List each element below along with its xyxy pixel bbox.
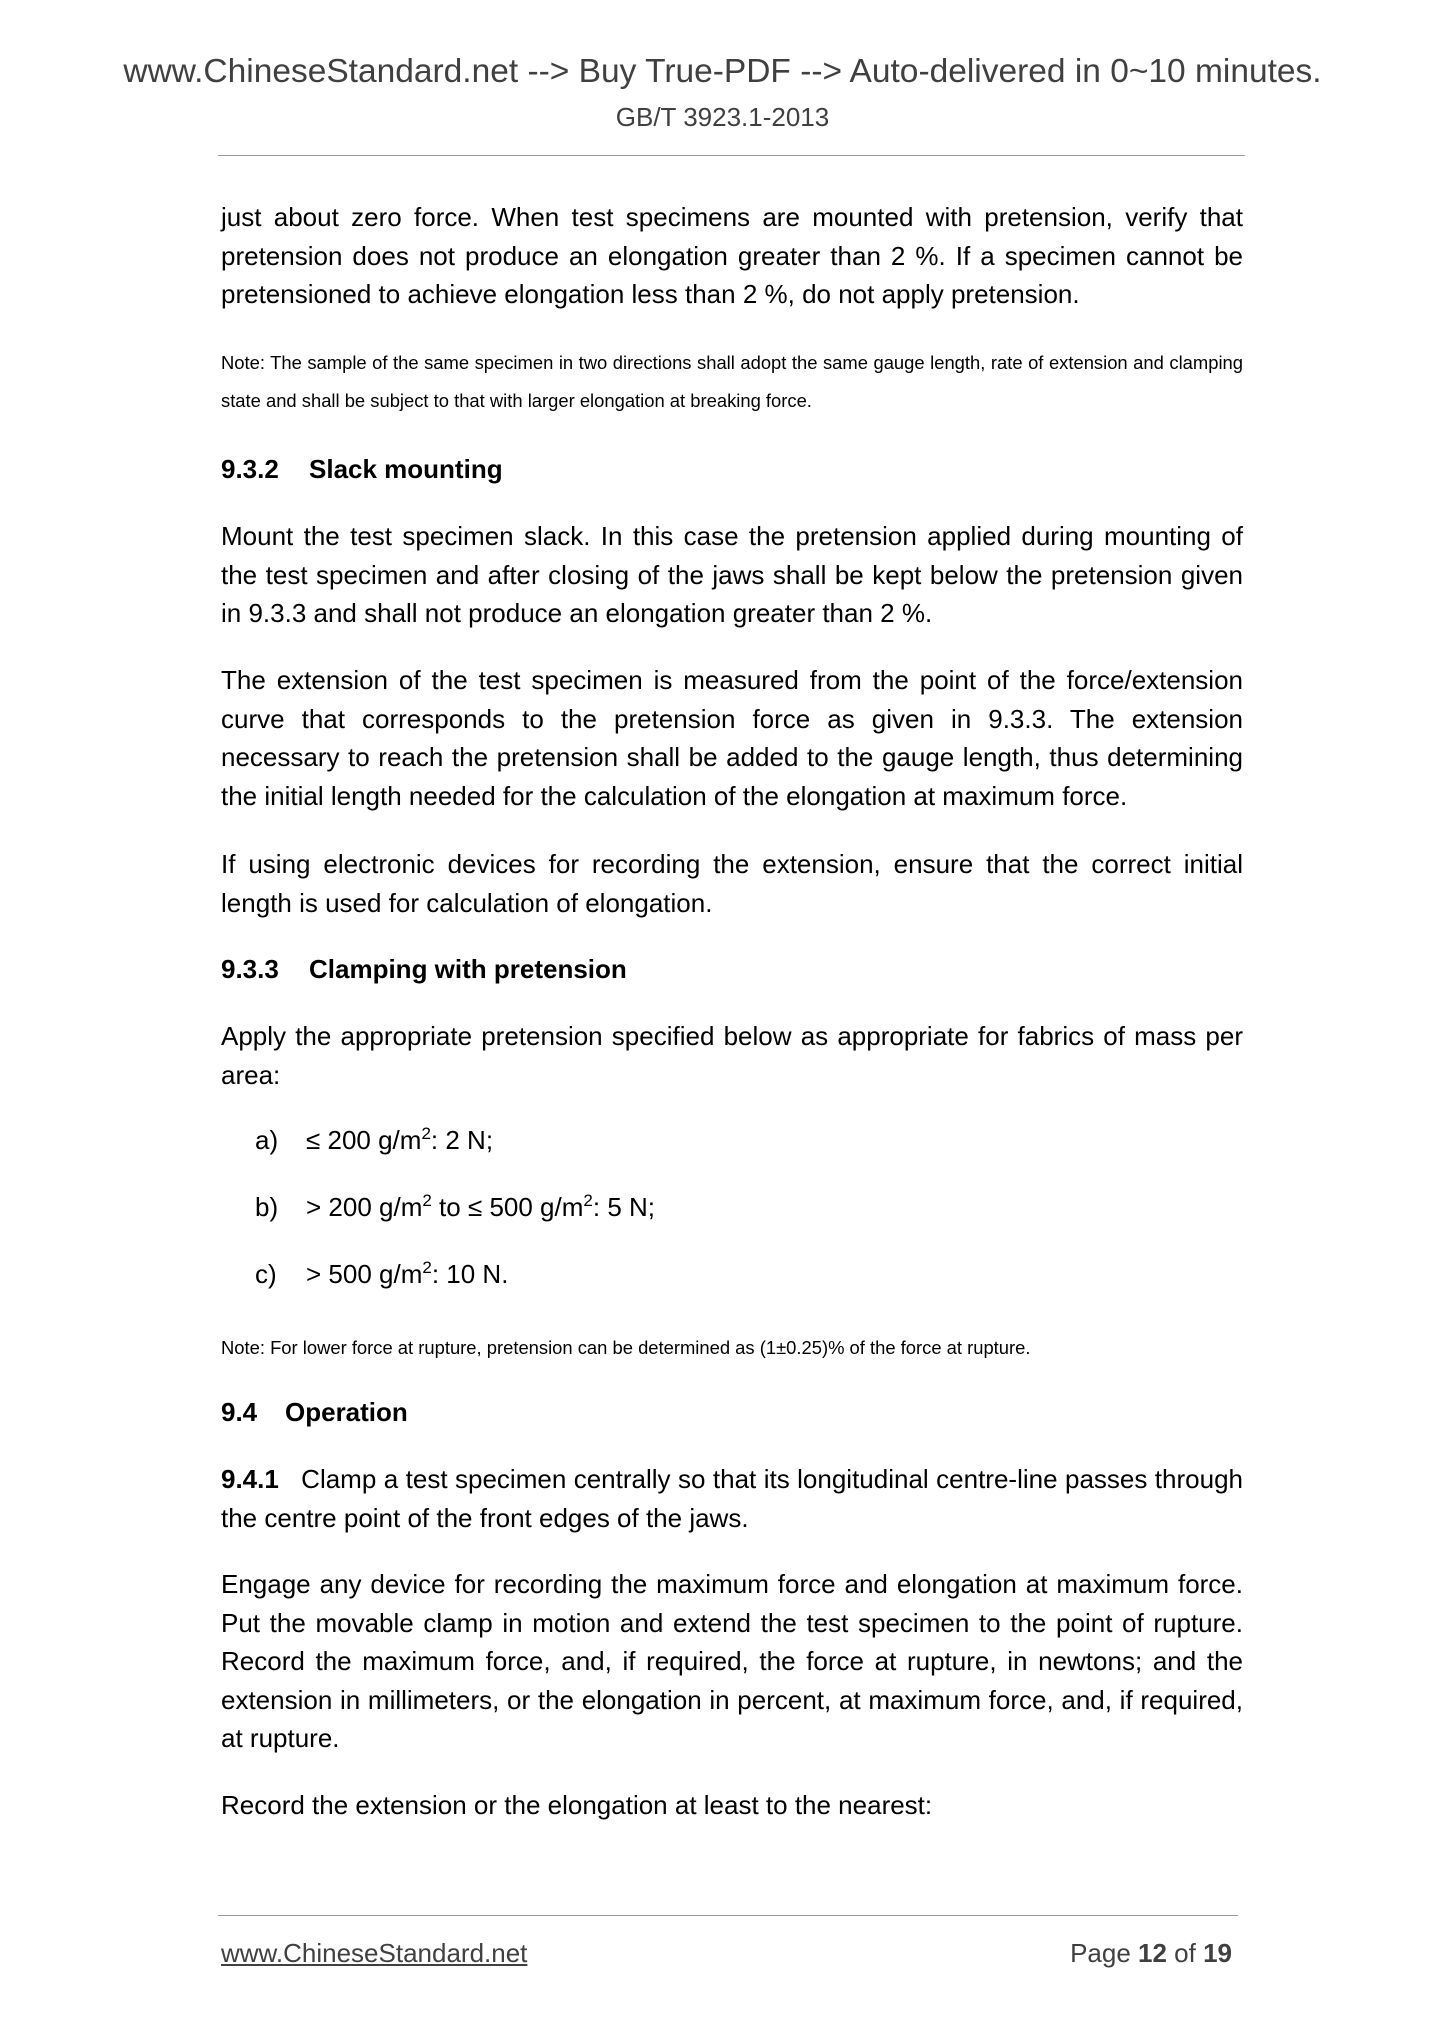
note-gauge-length: Note: The sample of the same specimen in two directions shall adopt the same gauge length, rate of extension and clamping state and shall be subject to that with larger elongation at breaking force. bbox=[221, 352, 1243, 411]
heading-number: 9.3.2 bbox=[221, 454, 279, 484]
heading-number: 9.4 bbox=[221, 1397, 258, 1427]
document-number: GB/T 3923.1-2013 bbox=[615, 102, 830, 132]
header-divider bbox=[218, 155, 1245, 156]
superscript: 2 bbox=[422, 1258, 432, 1277]
page-current: 12 bbox=[1138, 1938, 1167, 1968]
heading-title: Clamping with pretension bbox=[309, 954, 627, 984]
heading-9-3-3 bbox=[221, 950, 627, 989]
paragraph-extension-measurement: The extension of the test specimen is measured from the point of the force/extension curve that corresponds to the pretension force as given in 9.3.3. The extension necessary to reach the pretension shall be added to the gauge length, thus determining the initial length needed for the calculation of the elongation at maximum force. bbox=[221, 665, 1243, 811]
paragraph-apply-pretension: Apply the appropriate pretension specified below as appropriate for fabrics of mass per area: bbox=[221, 1021, 1243, 1090]
list-item bbox=[255, 1255, 508, 1294]
superscript: 2 bbox=[422, 1191, 432, 1210]
heading-number: 9.3.3 bbox=[221, 954, 279, 984]
clause-text: Clamp a test specimen centrally so that its longitudinal centre-line passes through the centre point of the front edges of the jaws. bbox=[221, 1464, 1243, 1533]
list-label: b) bbox=[255, 1192, 279, 1222]
paragraph-record-extension: Record the extension or the elongation at least to the nearest: bbox=[221, 1790, 933, 1820]
list-text-end: : 10 N. bbox=[431, 1259, 509, 1289]
list-text-end: : 5 N; bbox=[592, 1192, 656, 1222]
footer-link[interactable]: www.ChineseStandard.net bbox=[221, 1938, 528, 1968]
page-total: 19 bbox=[1203, 1938, 1232, 1968]
superscript: 2 bbox=[421, 1124, 431, 1143]
list-label: c) bbox=[255, 1259, 277, 1289]
list-label: a) bbox=[255, 1125, 279, 1155]
list-text: > 500 g/m bbox=[306, 1259, 423, 1289]
superscript: 2 bbox=[583, 1191, 593, 1210]
note-lower-force: Note: For lower force at rupture, pretension can be determined as (1±0.25)% of the force at rupture. bbox=[221, 1337, 1031, 1358]
list-item bbox=[255, 1188, 655, 1227]
header-banner[interactable]: www.ChineseStandard.net --> Buy True-PDF --> Auto-delivered in 0~10 minutes. bbox=[123, 53, 1322, 90]
list-text-mid: to ≤ 500 g/m bbox=[431, 1192, 584, 1222]
heading-title: Slack mounting bbox=[309, 454, 503, 484]
list-item bbox=[255, 1121, 493, 1160]
page-separator: of bbox=[1166, 1938, 1204, 1968]
paragraph-electronic-devices: If using electronic devices for recording the extension, ensure that the correct initial length is used for calculation of elongation. bbox=[221, 849, 1243, 918]
paragraph-9-4-1 bbox=[221, 1460, 1243, 1537]
heading-title: Operation bbox=[285, 1397, 408, 1427]
heading-9-4 bbox=[221, 1393, 408, 1432]
heading-9-3-2 bbox=[221, 450, 503, 489]
list-text: ≤ 200 g/m bbox=[306, 1125, 422, 1155]
clause-number: 9.4.1 bbox=[221, 1464, 279, 1494]
list-text: > 200 g/m bbox=[306, 1192, 423, 1222]
page-indicator bbox=[1070, 1940, 1232, 1966]
paragraph-pretension-continued: just about zero force. When test specimens are mounted with pretension, verify that pretension does not produce an elongation greater than 2 %. If a specimen cannot be pretensioned to achieve elongation less than 2 %, do not apply pretension. bbox=[221, 202, 1243, 309]
footer-divider bbox=[218, 1915, 1238, 1916]
paragraph-slack-mounting: Mount the test specimen slack. In this case the pretension applied during mounting of the test specimen and after closing of the jaws shall be kept below the pretension given in 9.3.3 and shall not produce an elongation greater than 2 %. bbox=[221, 521, 1243, 628]
page-prefix: Page bbox=[1070, 1938, 1139, 1968]
list-text-end: : 2 N; bbox=[430, 1125, 494, 1155]
paragraph-record-force: Engage any device for recording the maximum force and elongation at maximum force. Put the movable clamp in motion and extend the test specimen to the point of rupture. Record the maximum force, and, if required, the force at rupture, in newtons; and the extension in millimeters, or the elongation in percent, at maximum force, and, if required, at rupture. bbox=[221, 1569, 1243, 1753]
